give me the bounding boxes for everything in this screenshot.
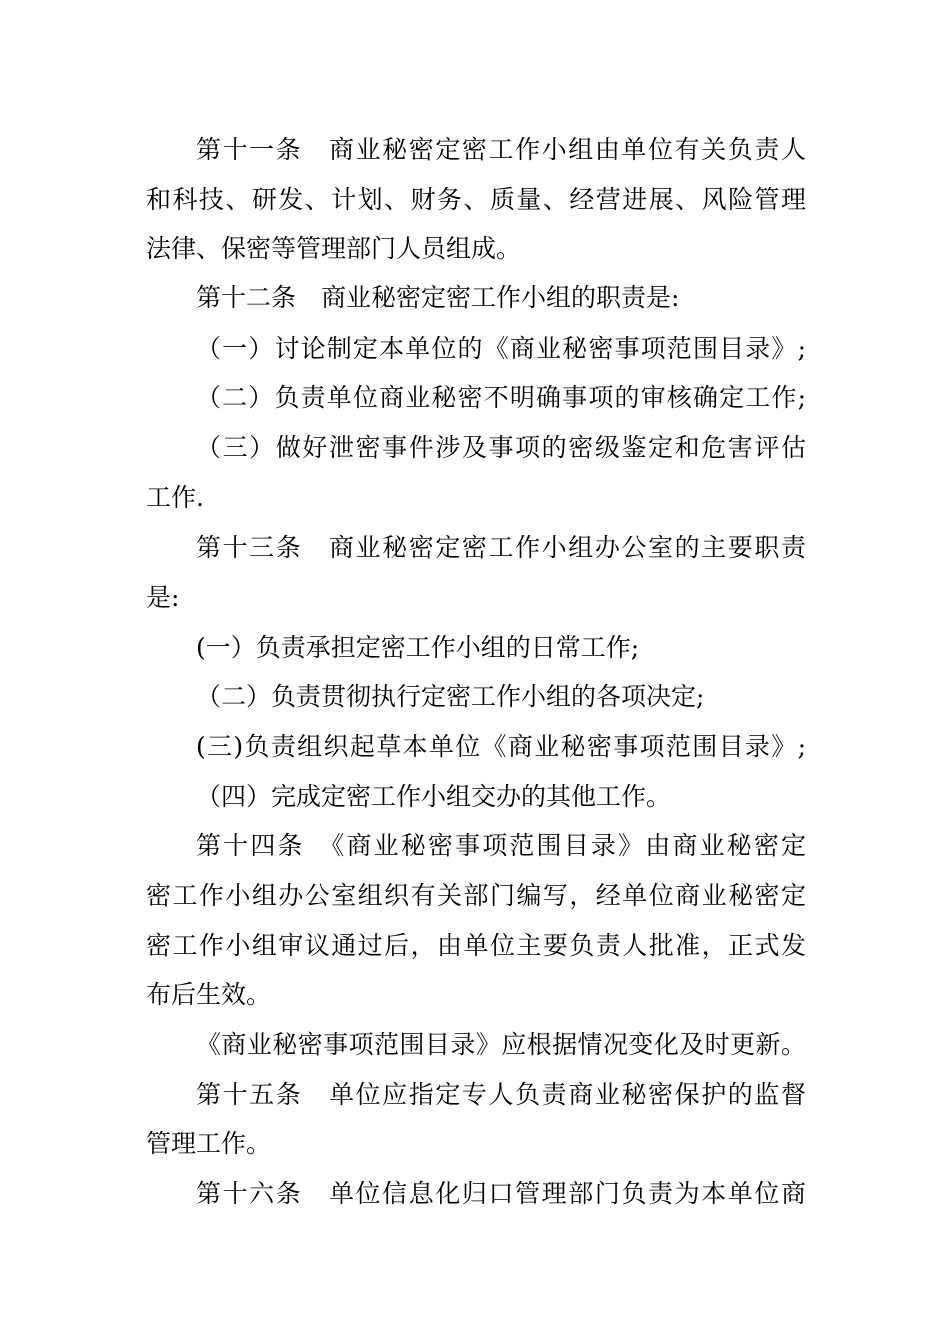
article-12-item-2: （二）负责单位商业秘密不明确事项的审核确定工作; <box>196 383 806 412</box>
article-14-line-1: 第十四条 《商业秘密事项范围目录》由商业秘密定 <box>196 831 806 860</box>
article-13-item-2: （二）负责贯彻执行定密工作小组的各项决定; <box>196 682 705 711</box>
article-15-line-2: 管理工作。 <box>146 1129 272 1158</box>
article-11-line-3: 法律、保密等管理部门人员组成。 <box>146 234 522 263</box>
article-12-item-3-line-1: （三）做好泄密事件涉及事项的密级鉴定和危害评估 <box>196 433 806 462</box>
article-13-item-4: （四）完成定密工作小组交办的其他工作。 <box>196 782 672 811</box>
article-13-line-2: 是: <box>146 583 180 612</box>
article-11-line-2: 和科技、研发、计划、财务、质量、经营进展、风险管理 <box>146 185 806 214</box>
article-14-paragraph-2: 《商业秘密事项范围目录》应根据情况变化及时更新。 <box>196 1030 806 1059</box>
article-12-item-3-line-2: 工作. <box>146 483 204 512</box>
article-13-line-1: 第十三条 商业秘密定密工作小组办公室的主要职责 <box>196 533 806 562</box>
article-12-item-1: （一）讨论制定本单位的《商业秘密事项范围目录》; <box>196 334 806 363</box>
article-13-item-3: (三)负责组织起草本单位《商业秘密事项范围目录》; <box>196 732 806 761</box>
article-16-line-1: 第十六条 单位信息化归口管理部门负责为本单位商 <box>196 1179 806 1208</box>
article-11-line-1: 第十一条 商业秘密定密工作小组由单位有关负责人 <box>196 135 806 164</box>
article-13-item-1: (一）负责承担定密工作小组的日常工作; <box>196 633 640 662</box>
article-14-line-3: 密工作小组审议通过后，由单位主要负责人批准，正式发 <box>146 931 806 960</box>
article-15-line-1: 第十五条 单位应指定专人负责商业秘密保护的监督 <box>196 1080 806 1109</box>
article-14-line-4: 布后生效。 <box>146 980 272 1009</box>
article-14-line-2: 密工作小组办公室组织有关部门编写，经单位商业秘密定 <box>146 881 806 910</box>
article-12-line-1: 第十二条 商业秘密定密工作小组的职责是: <box>196 283 680 312</box>
